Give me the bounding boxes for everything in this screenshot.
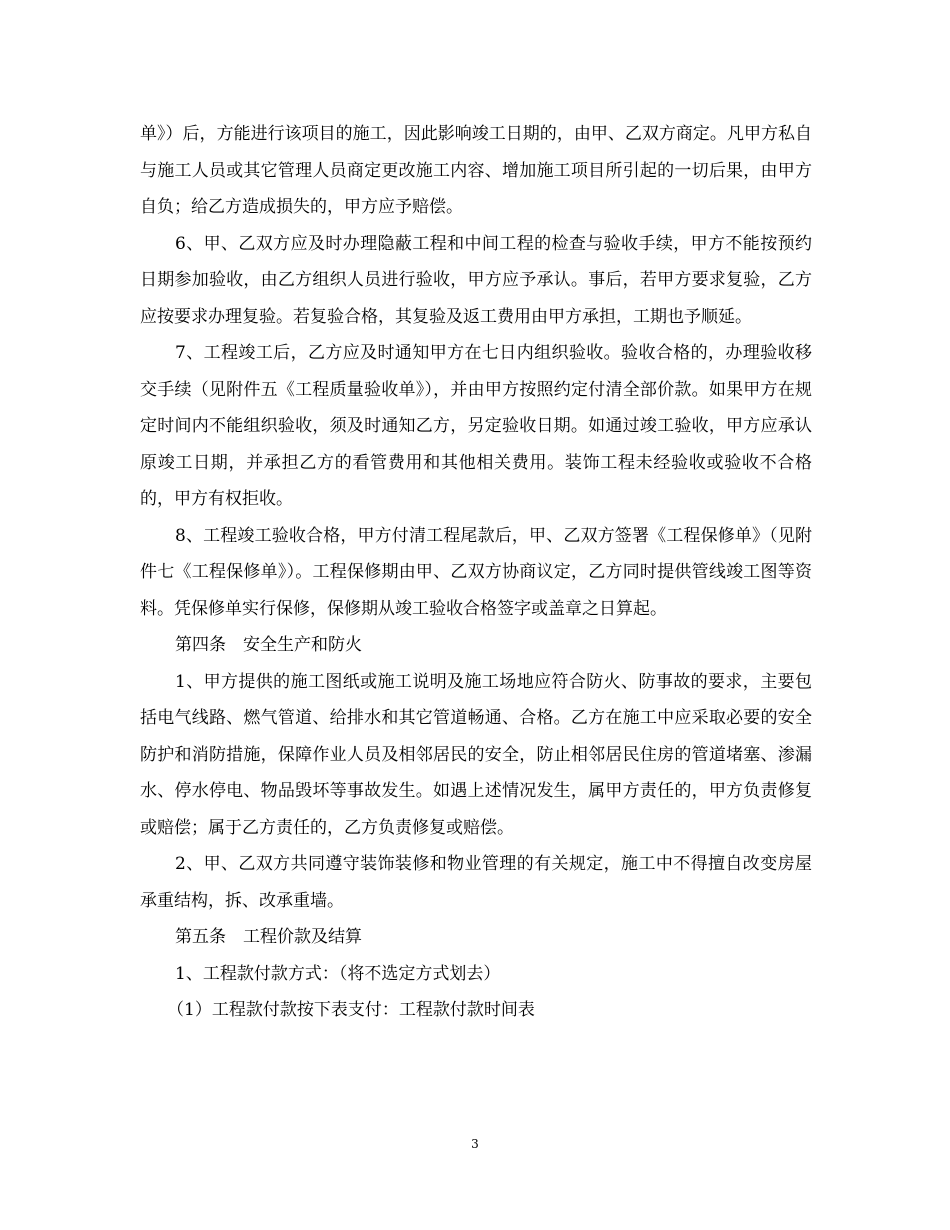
paragraph-article-5-subitem-1: （1）工程款付款按下表支付：工程款付款时间表 [167, 1000, 535, 1020]
article-5-heading: 第五条 工程价款及结算 [175, 927, 362, 947]
paragraph-article-4-item-1: 1、甲方提供的施工图纸或施工说明及施工场地应符合防火、防事故的要求，主要包括电气线路、燃气管道、给排水和其它管道畅通、合格。乙方在施工中应采取必要的安全防护和消防措施，保障作业人员及相邻居民的安全，防止相邻居民住房的管道堵塞、渗漏水、停水停电、物品毁坏等事故发生。如遇上述情况发生，属甲方责任的，甲方负责修复或赔偿；属于乙方责任的，乙方负责修复或赔偿。 [140, 671, 812, 838]
body-text [140, 116, 812, 1029]
article-4-heading: 第四条 安全生产和防火 [175, 635, 362, 655]
paragraph-clause-8: 8、工程竣工验收合格，甲方付清工程尾款后，甲、乙双方签署《工程保修单》（见附件七《工程保修单》）。工程保修期由甲、乙双方协商议定，乙方同时提供管线竣工图等资料。凭保修单实行保修，保修期从竣工验收合格签字或盖章之日算起。 [140, 525, 812, 619]
paragraph-clause-7: 7、工程竣工后，乙方应及时通知甲方在七日内组织验收。验收合格的，办理验收移交手续（见附件五《工程质量验收单》），并由甲方按照约定付清全部价款。如果甲方在规定时间内不能组织验收，须及时通知乙方，另定验收日期。如通过竣工验收，甲方应承认原竣工日期，并承担乙方的看管费用和其他相关费用。装饰工程未经验收或验收不合格的，甲方有权拒收。 [140, 343, 812, 509]
page-number: 3 [471, 1137, 479, 1151]
paragraph-article-5-item-1: 1、工程款付款方式：（将不选定方式划去） [175, 963, 501, 984]
paragraph-continuation: 单》）后，方能进行该项目的施工，因此影响竣工日期的，由甲、乙双方商定。凡甲方私自与施工人员或其它管理人员商定更改施工内容、增加施工项目所引起的一切后果，由甲方自负；给乙方造成损失的，甲方应予赔偿。 [140, 124, 812, 217]
paragraph-article-4-item-2: 2、甲、乙双方共同遵守装饰装修和物业管理的有关规定，施工中不得擅自改变房屋承重结构，拆、改承重墙。 [140, 854, 812, 911]
paragraph-clause-6: 6、甲、乙双方应及时办理隐蔽工程和中间工程的检查与验收手续，甲方不能按预约日期参加验收，由乙方组织人员进行验收，甲方应予承认。事后，若甲方要求复验，乙方应按要求办理复验。若复验合格，其复验及返工费用由甲方承担，工期也予顺延。 [140, 233, 812, 327]
